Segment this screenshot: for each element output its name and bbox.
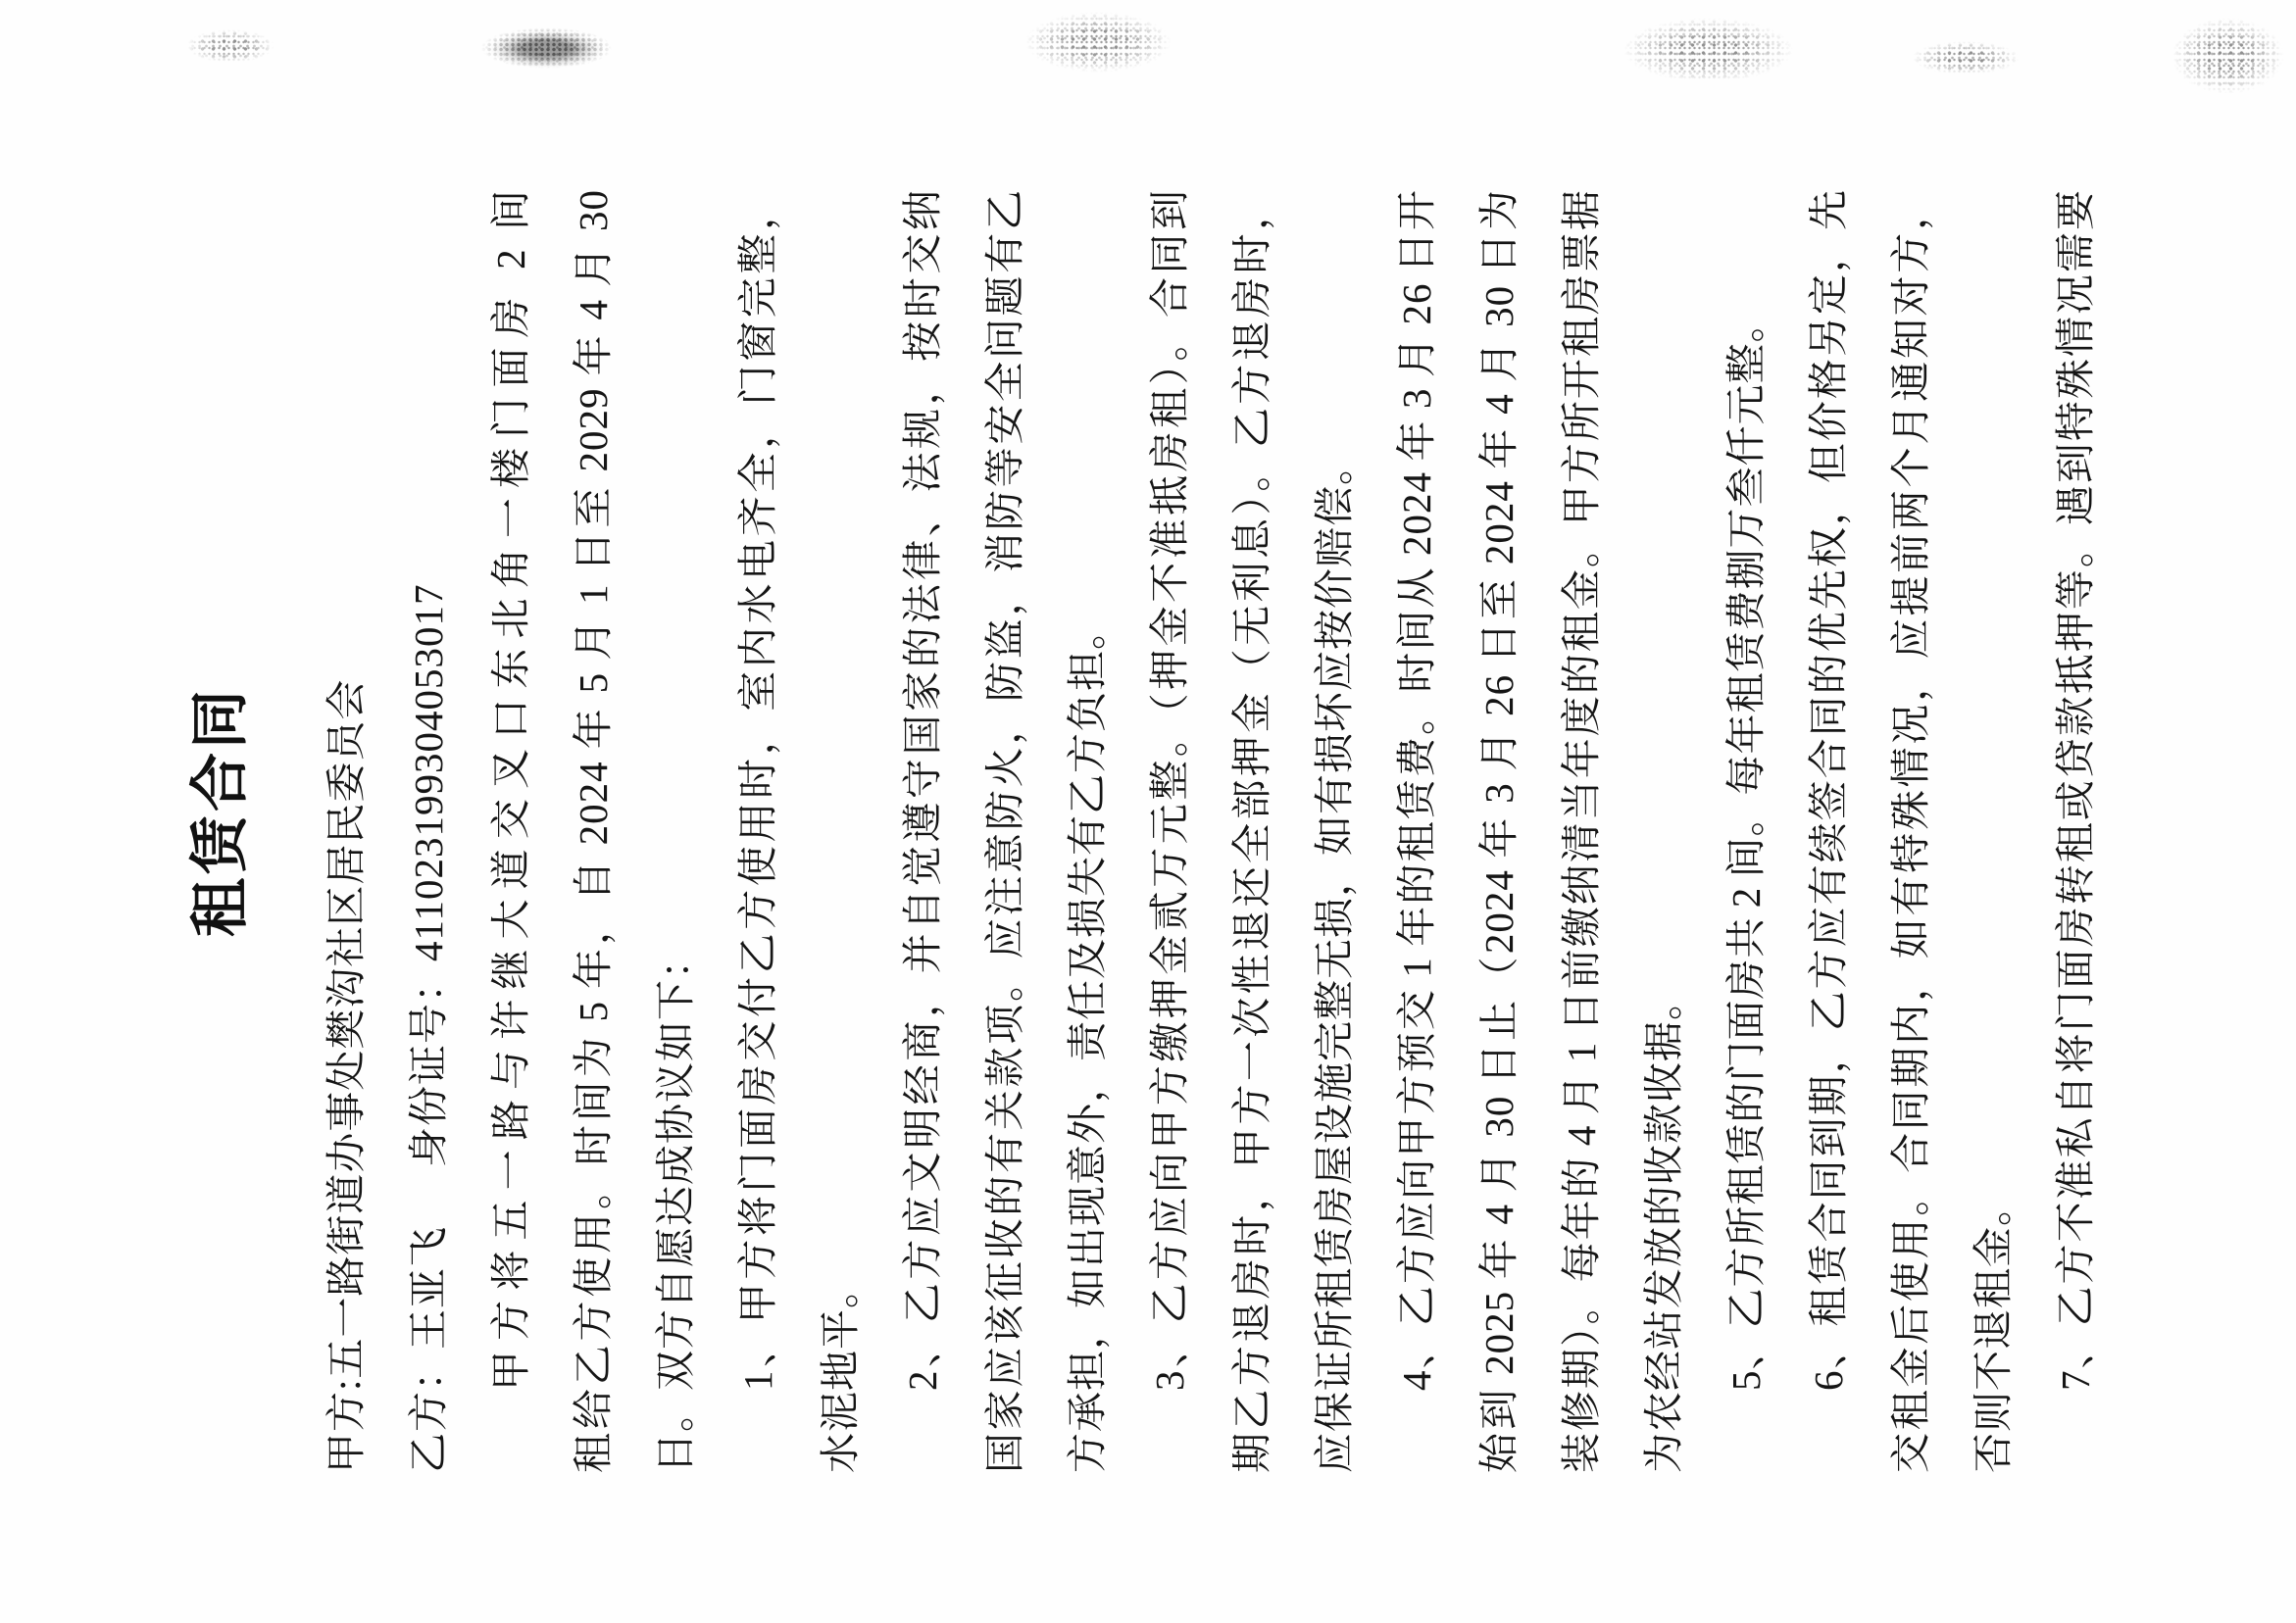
party-b-id-number: 411023199304053017 bbox=[406, 583, 451, 961]
clause-3-line: 期乙方退房时，甲方一次性退还全部押金（无利息）。乙方退房时， bbox=[1229, 189, 1274, 1473]
party-a-label: 甲方: bbox=[324, 1378, 369, 1473]
preamble-line: 甲方将五一路与许继大道交叉口东北角一楼门面房 2 间 bbox=[488, 189, 533, 1391]
clause-4-line: 装修期）。每年的 4 月 1 日前缴纳清当年度的租金。甲方所开租房票据 bbox=[1559, 189, 1604, 1473]
clause-4-line: 4、乙方应向甲方预交 1 年的租赁费。时间从 2024 年 3 月 26 日开 bbox=[1394, 189, 1439, 1391]
party-b-line bbox=[387, 189, 470, 1473]
clause-6-line: 6、租赁合同到期，乙方应有续签合同的优先权，但价格另定，先 bbox=[1806, 189, 1851, 1391]
clause-3-line: 应保证所租赁房屋设施完整无损，如有损坏应按价赔偿。 bbox=[1312, 444, 1357, 1473]
party-b-id-label: 身份证号： bbox=[406, 961, 451, 1167]
clause-3-line: 3、乙方应向甲方缴押金贰万元整。（押金不准抵房租）。合同到 bbox=[1147, 189, 1192, 1391]
preamble-line: 租给乙方使用。时间为 5 年，自 2024 年 5 月 1 日至 2029 年 4 月 30 bbox=[571, 189, 616, 1473]
clause-4-line: 为农经站发放的收款收据。 bbox=[1641, 979, 1686, 1473]
clause-7-line: 7、乙方不准私自将门面房转租或贷款抵押等。遇到特殊情况需要 bbox=[2053, 189, 2098, 1391]
clause-1-line: 水泥地平。 bbox=[818, 1267, 863, 1473]
party-a-line bbox=[305, 189, 387, 1473]
clause-6-line: 否则不退租金。 bbox=[1971, 1185, 2016, 1473]
clause-2-line: 2、乙方应文明经商，并自觉遵守国家的法律、法规，按时交纳 bbox=[900, 189, 945, 1391]
preamble-line: 日。双方自愿达成协议如下： bbox=[653, 938, 698, 1473]
party-b-label: 乙方： bbox=[406, 1350, 451, 1473]
party-b-name: 王亚飞 bbox=[406, 1226, 451, 1350]
contract-title: 租赁合同 bbox=[186, 686, 255, 937]
clause-2-line: 国家应该征收的有关款项。应注意防火，防盗，消防等安全问题有乙 bbox=[982, 189, 1027, 1473]
contract-body bbox=[305, 189, 2117, 1473]
clause-4-line: 始到 2025 年 4 月 30 日止（2024 年 3 月 26 日至 2024 年 4 月 30 日为 bbox=[1476, 189, 1522, 1473]
clause-2-line: 方承担，如出现意外，责任及损失有乙方负担。 bbox=[1065, 609, 1110, 1473]
party-a-name: 五一路街道办事处樊沟社区居民委员会 bbox=[324, 678, 369, 1379]
clause-6-line: 交租金后使用。合同期内，如有特殊情况，应提前两个月通知对方， bbox=[1888, 189, 1933, 1473]
clause-5-line: 5、乙方所租赁的门面房共 2 间。每年租赁费捌万叁仟元整。 bbox=[1723, 301, 1769, 1391]
clause-1-line: 1、甲方将门面房交付乙方使用时，室内水电齐全，门窗完整， bbox=[735, 189, 780, 1391]
